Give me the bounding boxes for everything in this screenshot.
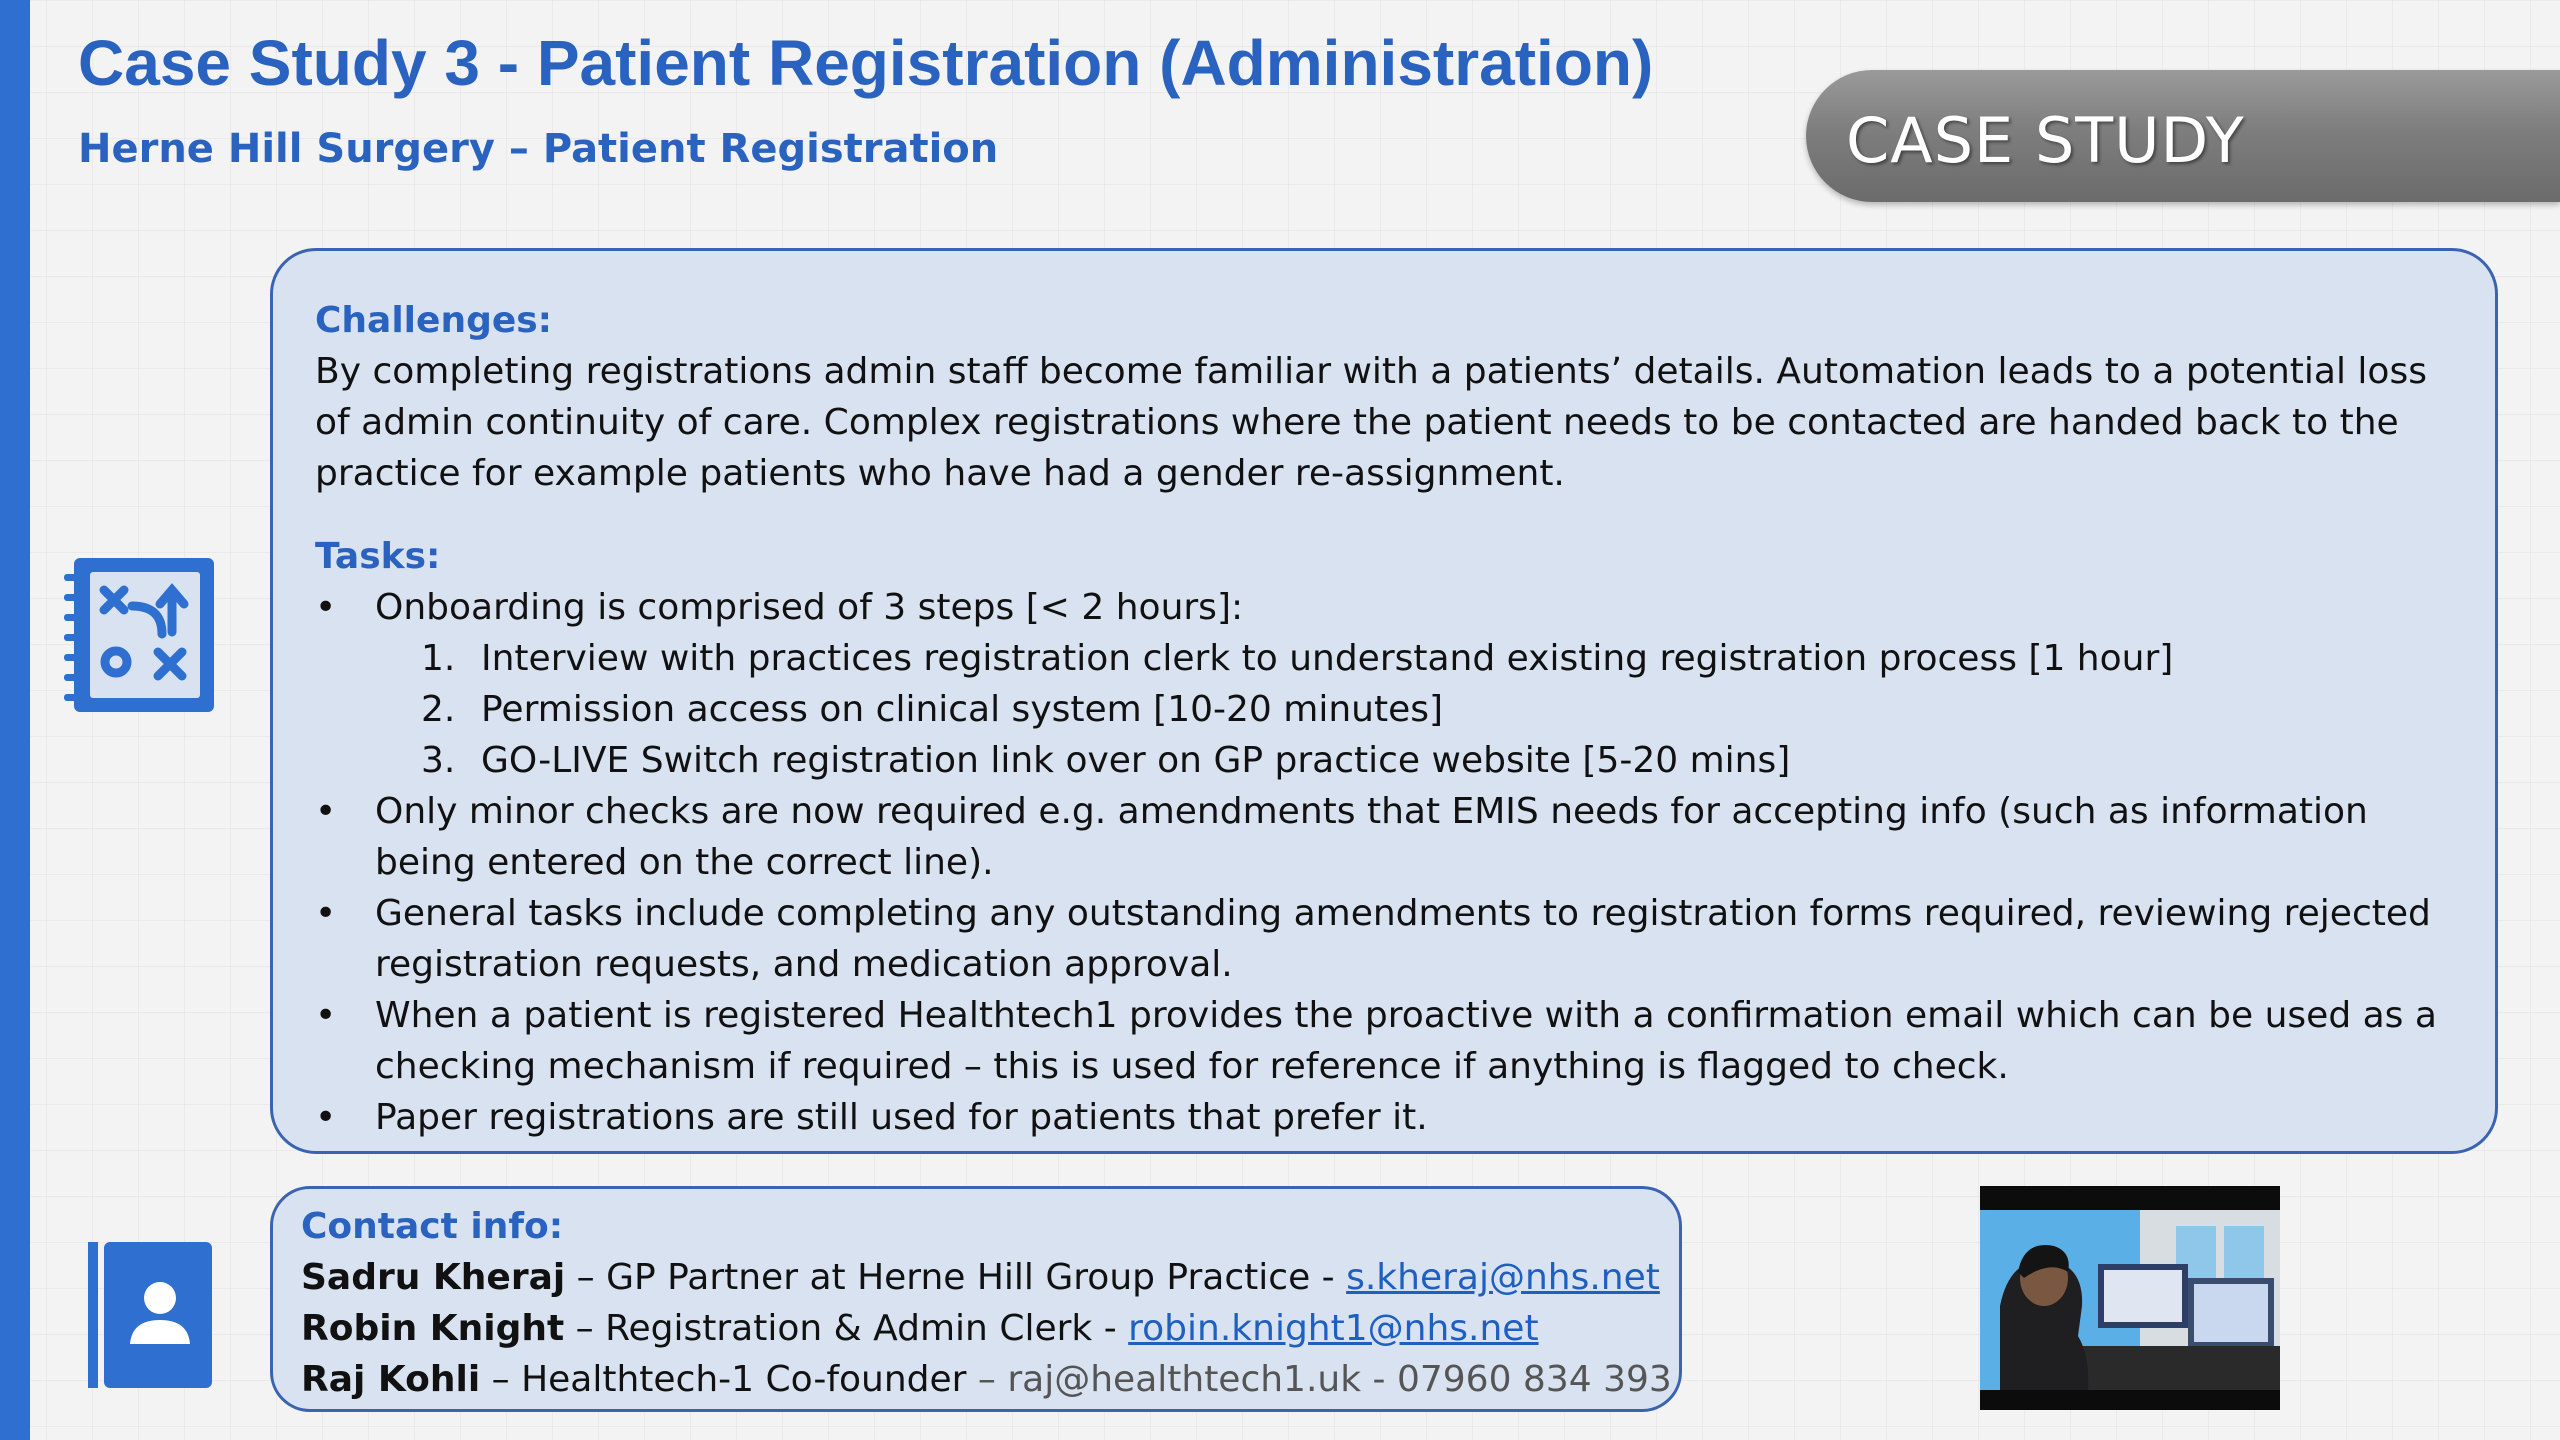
contact-role: – Healthtech-1 Co-founder	[480, 1359, 978, 1400]
list-item: • General tasks include completing any outstanding amendments to registration forms required, reviewing rejected registration requests, and medication approval.	[315, 888, 2455, 990]
list-item	[421, 633, 2455, 684]
step-number: 3.	[421, 740, 456, 781]
challenges-heading: Challenges:	[315, 300, 553, 341]
contact-email-link[interactable]: s.kheraj@nhs.net	[1346, 1257, 1660, 1298]
onboarding-text: Onboarding is comprised of 3 steps [< 2 hours]:	[375, 587, 1244, 628]
contact-book-icon	[88, 1240, 212, 1390]
list-item	[421, 684, 2455, 735]
contact-email-link[interactable]: robin.knight1@nhs.net	[1128, 1308, 1539, 1349]
challenges-tasks-panel	[270, 248, 2498, 1154]
step-number: 2.	[421, 689, 456, 730]
strategy-notebook-icon	[62, 556, 216, 714]
tasks-list	[315, 582, 2455, 1143]
contact-row	[301, 1252, 1660, 1303]
tasks-heading: Tasks:	[315, 536, 441, 577]
list-item	[315, 582, 2455, 786]
step-text: GO-LIVE Switch registration link over on GP practice website [5-20 mins]	[481, 740, 1791, 781]
list-item: • Only minor checks are now required e.g. amendments that EMIS needs for accepting info (such as information being entered on the correct line).	[315, 786, 2455, 888]
contact-heading: Contact info:	[301, 1206, 564, 1247]
step-text: Interview with practices registration clerk to understand existing registration process [1 hour]	[481, 638, 2174, 679]
step-number: 1.	[421, 638, 456, 679]
contact-row	[301, 1303, 1651, 1354]
case-study-banner	[1806, 70, 2560, 202]
contact-role: – Registration & Admin Clerk -	[564, 1308, 1129, 1349]
list-item	[421, 735, 2455, 786]
contact-email-phone: – raj@healthtech1.uk - 07960 834 393	[977, 1359, 1672, 1400]
contact-name: Raj Kohli	[301, 1359, 481, 1400]
contact-name: Robin Knight	[301, 1308, 565, 1349]
case-study-banner-label: CASE STUDY	[1846, 104, 2245, 177]
contact-info-panel	[270, 1186, 1682, 1412]
step-text: Permission access on clinical system [10-20 minutes]	[481, 689, 1444, 730]
list-item: • When a patient is registered Healthtech1 provides the proactive with a confirmation email which can be used as a checking mechanism if required – this is used for reference if anything is flagged to check.	[315, 990, 2455, 1092]
contact-name: Sadru Kheraj	[301, 1257, 566, 1298]
video-frame-image	[1980, 1186, 2280, 1410]
page-subtitle: Herne Hill Surgery – Patient Registration	[78, 126, 999, 172]
left-accent-bar	[0, 0, 30, 1440]
list-item: • Paper registrations are still used for patients that prefer it.	[315, 1092, 2455, 1143]
contact-role: – GP Partner at Herne Hill Group Practice -	[565, 1257, 1347, 1298]
challenges-text: By completing registrations admin staff become familiar with a patients’ details. Automation leads to a potential loss of admin continuity of care. Complex registrations where the patient needs to be contacted are handed back to the practice for example patients who have had a gender re-assignment.	[315, 351, 2427, 494]
page-title: Case Study 3 - Patient Registration (Administration)	[78, 27, 1654, 99]
onboarding-steps	[375, 633, 2455, 786]
video-thumbnail[interactable]	[1980, 1186, 2280, 1410]
contact-row	[301, 1354, 1672, 1405]
